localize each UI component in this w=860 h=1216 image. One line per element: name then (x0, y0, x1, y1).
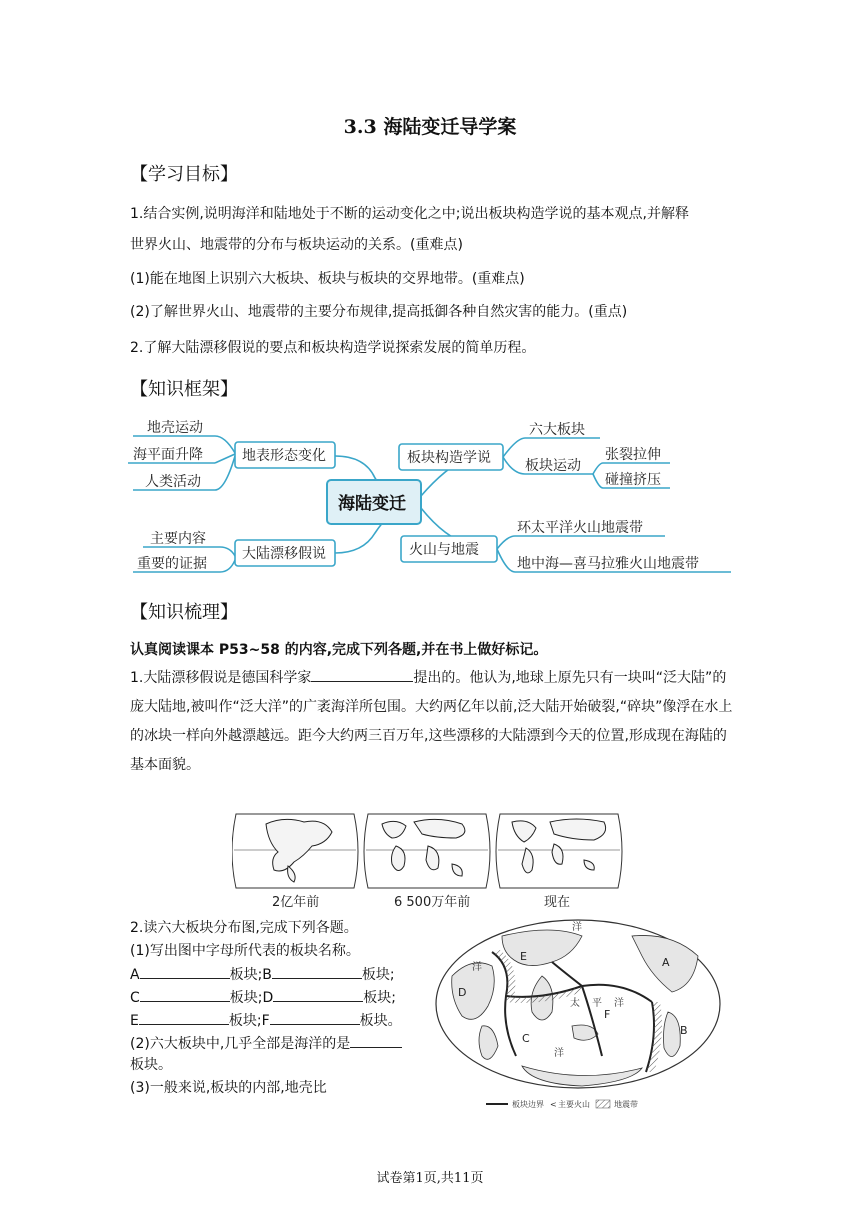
map-caption-200ma: 2亿年前 (272, 895, 320, 910)
ocean-label-3: 太 (570, 998, 580, 1009)
ocean-label-1: 洋 (572, 922, 582, 933)
plate-word: 板块 (363, 990, 392, 1006)
question-2: 2.读六大板块分布图,完成下列各题。 (130, 920, 358, 936)
legend-seismic-belt: 地震带 (614, 1100, 638, 1109)
mm-node-drift-hypothesis: 大陆漂移假说 (242, 546, 326, 562)
mm-leaf-med-himalaya-belt: 地中海—喜马拉雅火山地震带 (517, 556, 699, 572)
question-2-2-end: 板块。 (130, 1057, 172, 1073)
ocean-label-5: 洋 (614, 998, 624, 1009)
mm-leaf-rifting: 张裂拉伸 (605, 447, 661, 463)
map-caption-present: 现在 (544, 895, 571, 910)
question-1-start: 1.大陆漂移假说是德国科学家 (130, 670, 312, 686)
mm-leaf-collision: 碰撞挤压 (605, 472, 661, 488)
mm-leaf-sea-level: 海平面升降 (133, 447, 203, 463)
plate-word: 板块 (361, 967, 390, 983)
plate-answer-row-1: A 板块;B 板块; (130, 964, 395, 985)
mm-leaf-pacific-belt: 环太平洋火山地震带 (517, 520, 643, 536)
section-heading-objectives: 【学习目标】 (130, 164, 238, 185)
plate-label-a: A (662, 956, 670, 969)
plate-answer-row-3: E 板块;F 板块。 (130, 1010, 402, 1031)
question-1-rest: 提出的。他认为,地球上原先只有一块叫“泛大陆”的庞大陆地,被叫作“泛大洋”的广袤海洋所包围。大约两亿年以前,泛大陆开始破裂,“碎块”像浮在水上的冰块一样向外越漂越远。距今大约两三百万年,这些漂移的大陆漂到今天的位置,形成现在海陆的基本面貌。 (130, 670, 733, 773)
plate-letter-e: E (130, 1013, 139, 1029)
legend-volcano: 主要火山 (558, 1100, 590, 1109)
map-caption-65ma: 6 500万年前 (394, 895, 471, 910)
mm-node-plate-tectonics: 板块构造学说 (407, 450, 491, 466)
plate-word: 板块 (359, 1013, 388, 1029)
plate-letter-f: F (261, 1013, 270, 1029)
mm-leaf-main-content: 主要内容 (150, 531, 206, 547)
continental-drift-maps (232, 808, 732, 910)
plate-word: 板块 (228, 1013, 257, 1029)
plate-letter-c: C (130, 990, 140, 1006)
plate-answer-row-2: C 板块;D 板块; (130, 987, 396, 1008)
ocean-label-4: 平 (592, 998, 602, 1009)
review-instruction: 认真阅读课本 P53~58 的内容,完成下列各题,并在书上做好标记。 (130, 642, 548, 658)
plate-label-b: B (680, 1024, 688, 1037)
plate-label-d: D (458, 986, 467, 999)
legend-plate-boundary: 板块边界 (512, 1100, 544, 1109)
question-2-2-text: (2)六大板块中,几乎全部是海洋的是 (130, 1036, 351, 1052)
mm-node-plate-movement: 板块运动 (525, 458, 581, 474)
answer-blank-b[interactable] (272, 964, 362, 979)
objective-2: 2.了解大陆漂移假说的要点和板块构造学说探索发展的简单历程。 (130, 340, 536, 356)
mm-leaf-human-activity: 人类活动 (145, 474, 201, 490)
objective-1-line2: 世界火山、地震带的分布与板块运动的关系。(重难点) (130, 237, 463, 253)
page-title: 3.3 海陆变迁导学案 (343, 116, 517, 138)
answer-blank-ocean-plate[interactable] (350, 1033, 402, 1048)
answer-blank-e[interactable] (139, 1010, 229, 1025)
mm-node-volcano-quake: 火山与地震 (409, 542, 479, 558)
mm-leaf-crust-movement: 地壳运动 (147, 420, 203, 436)
answer-blank-c[interactable] (140, 987, 230, 1002)
ocean-label-2: 洋 (472, 962, 482, 973)
answer-blank-d[interactable] (273, 987, 363, 1002)
mm-center: 海陆变迁 (338, 494, 406, 514)
answer-blank-f[interactable] (270, 1010, 360, 1025)
question-2-2 (130, 1033, 402, 1054)
plate-letter-b: B (262, 967, 272, 983)
plate-label-c: C (522, 1032, 530, 1045)
ocean-label-6: 洋 (554, 1048, 564, 1059)
question-1 (130, 664, 735, 780)
question-2-1: (1)写出图中字母所代表的板块名称。 (130, 943, 360, 959)
page-footer: 试卷第1页,共11页 (376, 1171, 484, 1186)
answer-blank-a[interactable] (140, 964, 230, 979)
section-heading-review: 【知识梳理】 (130, 602, 238, 623)
objective-1-line1: 1.结合实例,说明海洋和陆地处于不断的运动变化之中;说出板块构造学说的基本观点,并解释 (130, 206, 689, 222)
mm-node-surface-change: 地表形态变化 (242, 448, 326, 464)
plate-label-f: F (604, 1008, 611, 1021)
plate-letter-d: D (262, 990, 274, 1006)
plate-letter-a: A (130, 967, 140, 983)
section-heading-framework: 【知识框架】 (130, 379, 238, 400)
objective-sub-1: (1)能在地图上识别六大板块、板块与板块的交界地带。(重难点) (130, 271, 525, 287)
mind-map (125, 408, 735, 580)
objective-sub-2: (2)了解世界火山、地震带的主要分布规律,提高抵御各种自然灾害的能力。(重点) (130, 304, 628, 320)
plate-label-e: E (520, 950, 527, 963)
legend-volcano-icon: < (550, 1100, 557, 1109)
mm-leaf-six-plates: 六大板块 (529, 422, 585, 438)
plate-word: 板块 (229, 990, 258, 1006)
plate-word: 板块 (229, 967, 258, 983)
mm-leaf-evidence: 重要的证据 (137, 556, 207, 572)
answer-blank-scientist[interactable] (311, 667, 413, 682)
six-plates-map (432, 916, 724, 1116)
question-2-3: (3)一般来说,板块的内部,地壳比 (130, 1080, 327, 1096)
